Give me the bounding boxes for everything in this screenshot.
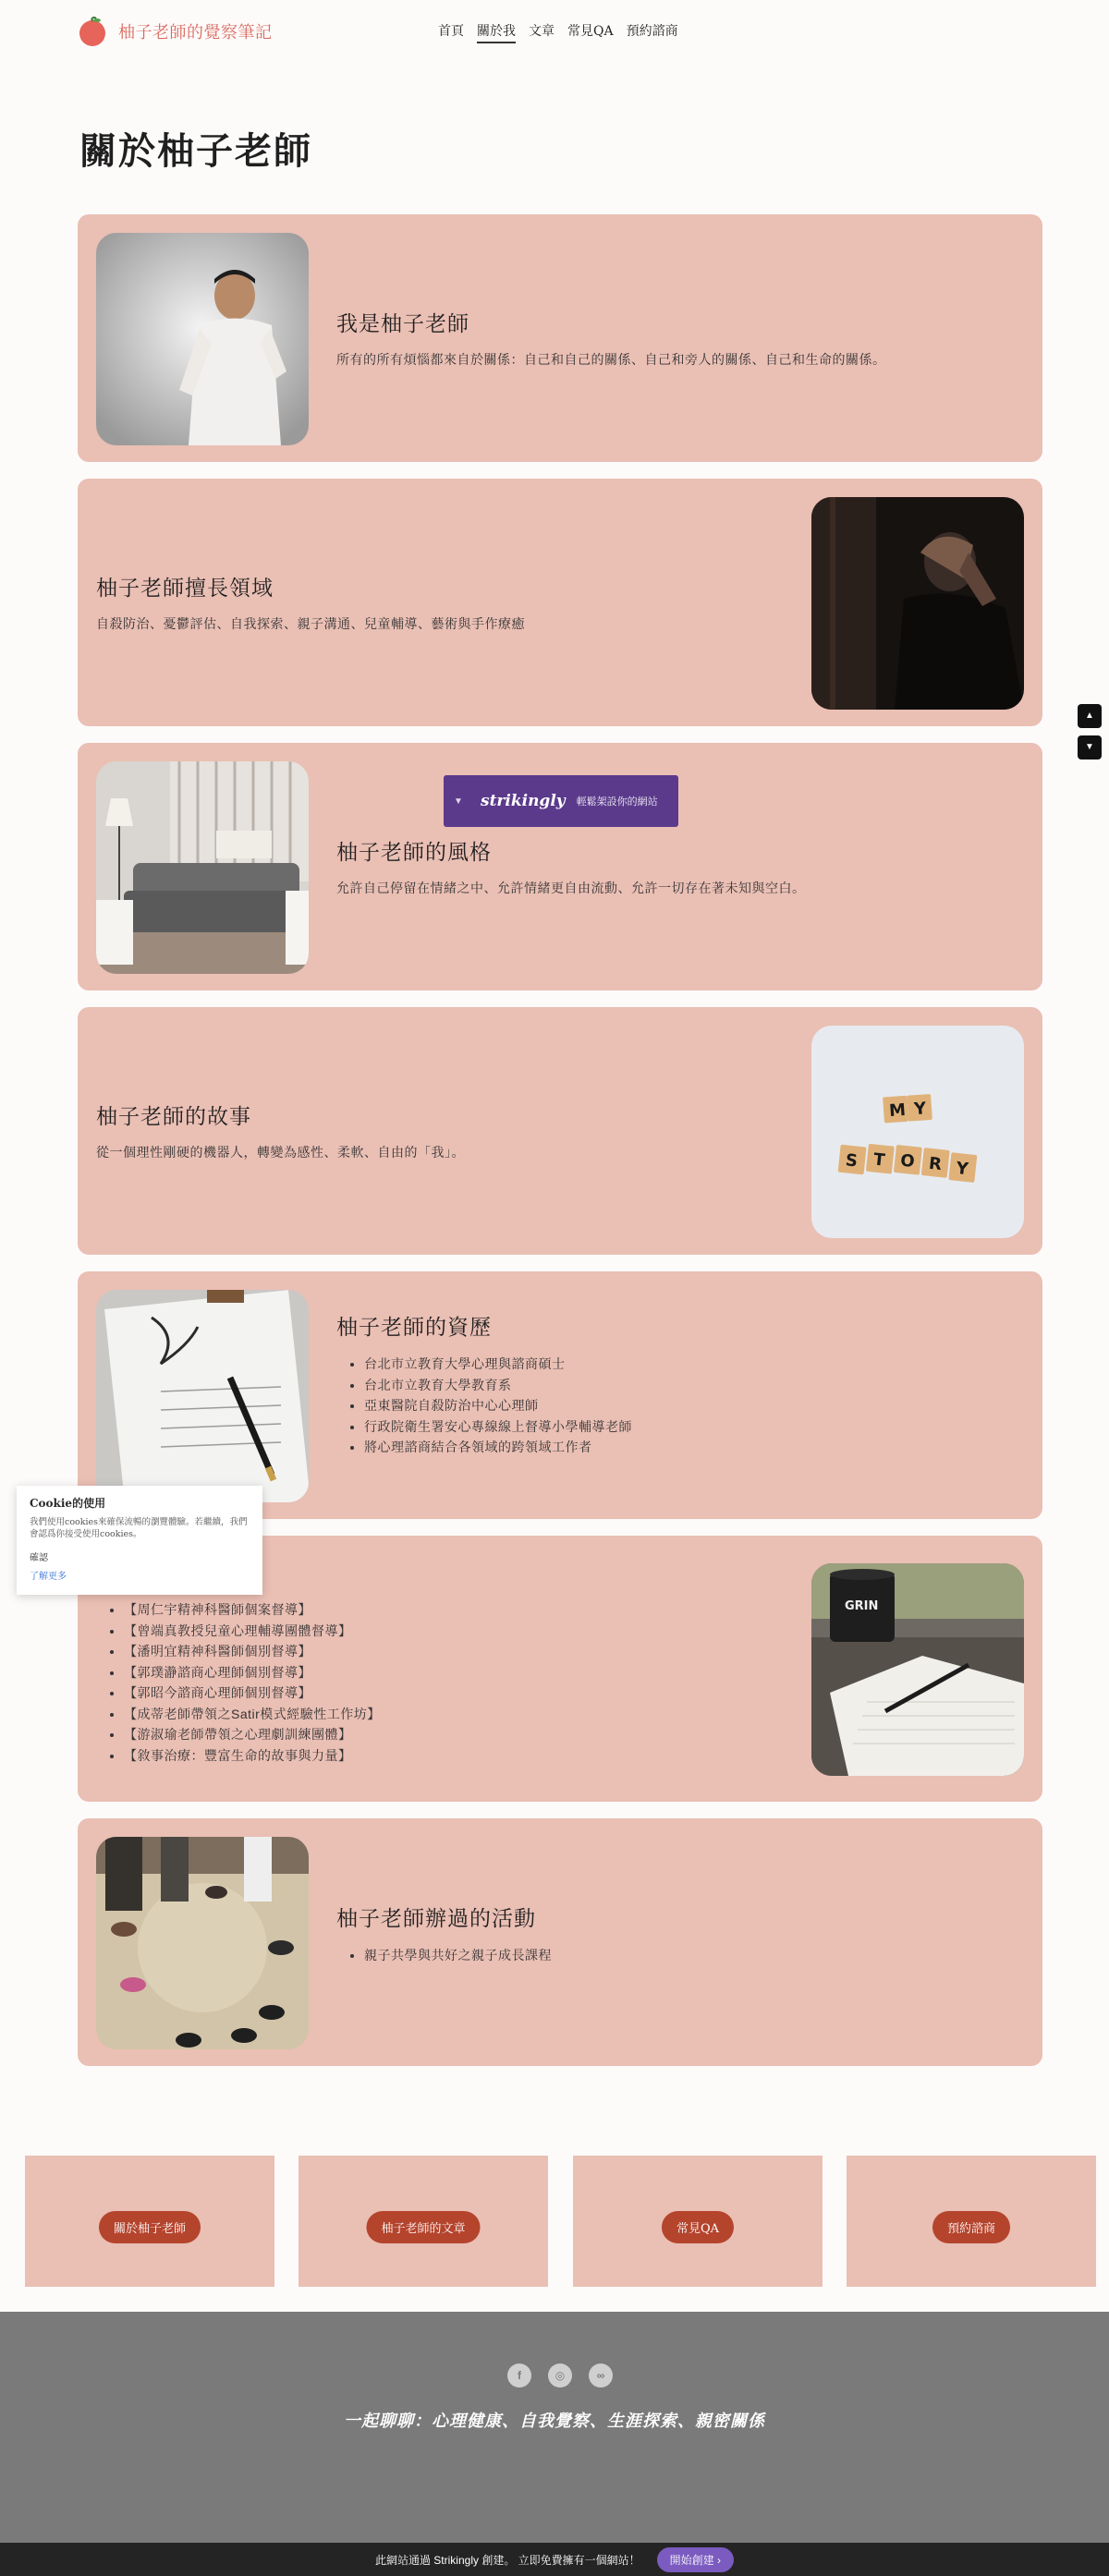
list-item: • 【成蒂老師帶領之Satir模式經驗性工作坊】 [124,1704,381,1725]
list-item: • 台北市立教育大學心理與諮商碩士 [364,1354,632,1375]
main-menu [438,21,678,43]
list-item: • 【周仁宇精神科醫師個案督導】 [124,1599,381,1621]
svg-text:Y: Y [955,1158,969,1180]
notepad-pen-image [96,1290,309,1502]
card-title: 柚子老師的故事 [96,1105,251,1129]
cookie-title: Cookie的使用 [30,1497,106,1510]
svg-text:O: O [899,1150,916,1173]
facebook-icon[interactable]: f [507,2363,531,2388]
svg-text:R: R [928,1153,944,1175]
chevron-down-icon[interactable]: ▼ [454,796,463,807]
card-expertise-text [96,571,525,633]
my-story-tiles-image [811,1026,1024,1238]
start-creating-button[interactable]: 開始創建 › [657,2547,734,2572]
bottom-bar-text: 此網站通過 Strikingly 創建。 立即免費擁有一個網站！ [374,2553,640,2567]
card-intro [78,214,1042,462]
instagram-icon[interactable]: ◎ [548,2363,572,2388]
credentials-list [336,1354,632,1458]
mug-notebook-image [811,1563,1024,1776]
card-description: 自殺防治、憂鬱評估、自我探索、親子溝通、兒童輔導、藝術與手作療癒 [96,616,525,631]
list-item: • 【郭璞瀞諮商心理師個別督導】 [124,1662,381,1683]
teacher-portrait-image [96,233,309,445]
card-activities [78,1818,1042,2066]
card-story-text [96,1100,465,1161]
card-story [78,1007,1042,1255]
menu-item-faq[interactable]: 常見QA [567,24,614,39]
list-item: • 行政院衛生署安心專線線上督導小學輔導老師 [364,1416,632,1438]
strikingly-banner[interactable] [444,775,678,827]
top-nav [0,0,1109,63]
articles-button[interactable]: 柚子老師的文章 [366,2211,480,2243]
card-style-text [336,835,806,897]
tile-faq [573,2156,823,2287]
cookie-notice [17,1486,262,1595]
menu-item-booking[interactable]: 預約諮商 [626,24,678,39]
list-item: • 將心理諮商結合各領域的跨領域工作者 [364,1437,632,1458]
card-description: 所有的所有煩惱都來自於關係：自己和自己的關係、自己和旁人的關係、自己和生命的關係。 [336,352,886,367]
menu-item-home[interactable]: 首頁 [438,24,464,39]
site-logo[interactable] [76,15,273,48]
faq-button[interactable]: 常見QA [662,2211,734,2243]
svg-text:T: T [872,1149,886,1171]
group-circle-image [96,1837,309,2049]
list-item: • 【敘事治療：豐富生命的故事與力量】 [124,1745,381,1767]
svg-text:M: M [888,1100,907,1122]
social-links [507,2363,613,2388]
card-title: 柚子老師的風格 [336,841,492,865]
footer [0,2312,1109,2543]
list-item: • 【游淑瑜老師帶領之心理劇訓練團體】 [124,1724,381,1745]
stressed-man-image [811,497,1024,710]
card-title: 柚子老師的資歷 [336,1316,492,1340]
strikingly-bottom-bar [0,2543,1109,2576]
tile-booking [847,2156,1096,2287]
card-activities-text [336,1902,552,1966]
cookie-learn-more-link[interactable]: 了解更多 [30,1572,67,1582]
list-item: • 親子共學與共好之親子成長課程 [364,1945,552,1966]
menu-item-articles[interactable]: 文章 [529,24,554,39]
grapefruit-logo-icon [76,15,109,48]
card-title: 柚子老師辦過的活動 [336,1907,536,1931]
list-item: • 【潘明宜精神科醫師個別督導】 [124,1641,381,1662]
link-icon[interactable]: ∞ [589,2363,613,2388]
tile-about [25,2156,274,2287]
activities-list [336,1945,552,1966]
booking-button[interactable]: 預約諮商 [932,2211,1010,2243]
site-brand-name[interactable]: 柚子老師的覺察筆記 [118,23,273,43]
card-description: 從一個理性剛硬的機器人，轉變為感性、柔軟、自由的「我」。 [96,1145,465,1160]
menu-item-about[interactable]: 關於我 [477,21,516,43]
svg-text:S: S [844,1150,859,1172]
list-item: • 台北市立教育大學教育系 [364,1375,632,1396]
scroll-down-icon[interactable]: ▼ [1078,735,1102,759]
training-list [96,1599,381,1766]
list-item: • 【曾端真教授兒童心理輔導團體督導】 [124,1621,381,1642]
card-title: 我是柚子老師 [336,312,469,336]
footer-tagline: 一起聊聊：心理健康、自我覺察、生涯探索、親密關係 [344,2412,765,2431]
svg-text:GRIN: GRIN [845,1599,879,1613]
svg-text:Y: Y [913,1099,927,1120]
living-room-image [96,761,309,974]
card-title: 柚子老師擅長領域 [96,577,274,601]
card-expertise [78,479,1042,726]
card-intro-text [336,307,886,369]
tile-articles [299,2156,548,2287]
about-button[interactable]: 關於柚子老師 [99,2211,201,2243]
list-item: • 亞東醫院自殺防治中心心理師 [364,1395,632,1416]
card-description: 允許自己停留在情緒之中、允許情緒更自由流動、允許一切存在著未知與空白。 [336,881,806,895]
card-credentials-text [336,1310,632,1458]
scroll-up-icon[interactable]: ▲ [1078,704,1102,728]
cookie-body: 我們使用cookies來確保流暢的瀏覽體驗。若繼續，我們會認爲你接受使用cookies。 [30,1517,248,1539]
strikingly-brand: strikingly [481,792,566,810]
strikingly-tagline: 輕鬆架設你的網站 [576,796,658,808]
cookie-confirm-button[interactable]: 確認 [30,1553,48,1563]
card-credentials [78,1271,1042,1519]
page-title: 關於柚子老師 [79,129,312,173]
list-item: • 【郭昭今諮商心理師個別督導】 [124,1683,381,1704]
